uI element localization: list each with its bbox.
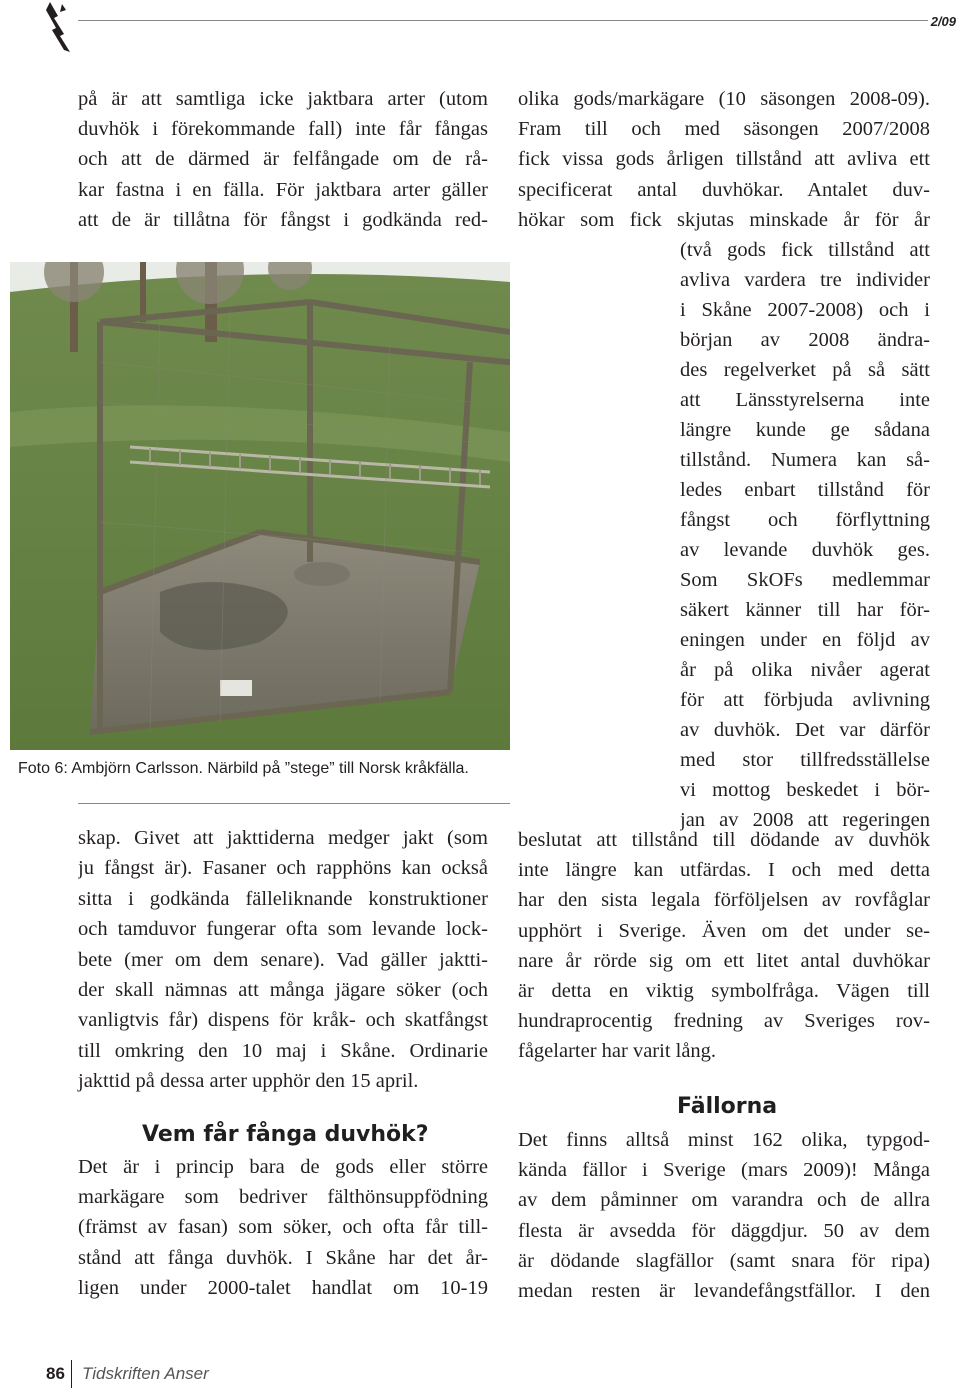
text-line: upphört i Sverige. Även om det under se- — [518, 919, 930, 942]
text-line: kar fastna i en fälla. För jaktbara arter gäller — [78, 178, 488, 201]
photo-caption: Foto 6: Ambjörn Carlsson. Närbild på ”stege” till Norsk kråkfälla. — [18, 760, 469, 777]
section-heading-vem-far-fanga: Vem får fånga duvhök? — [142, 1122, 429, 1147]
footer-divider — [71, 1360, 72, 1388]
text-line: (två gods fick tillstånd att — [680, 239, 930, 261]
text-line: eningen under en följd av — [680, 629, 930, 651]
text-line: sitta i godkända fälleliknande konstruktioner — [78, 887, 488, 910]
text-line: Fram till och med säsongen 2007/2008 — [518, 118, 930, 141]
text-line: i Skåne 2007-2008) och i — [680, 299, 930, 321]
text-line: år på olika nivåer agerat — [680, 659, 930, 681]
text-line: duvhök i förekommande fall) inte får fångas — [78, 118, 488, 141]
text-line: olika gods/markägare (10 säsongen 2008-09). — [518, 88, 930, 110]
text-line: att Länsstyrelserna inte — [680, 389, 930, 411]
text-line: markägare som bedriver fälthönsuppfödning — [78, 1186, 488, 1209]
text-line: att de är tillåtna för fångst i godkända red- — [78, 208, 488, 231]
text-line: är dödande slagfällor (samt snara för ripa) — [518, 1249, 930, 1272]
text-line: ledes enbart tillstånd för — [680, 479, 930, 501]
text-line: på är att samtliga icke jaktbara arter (utom — [78, 88, 488, 110]
text-line: av levande duvhök ges. — [680, 539, 930, 561]
text-line: säkert känner till har för- — [680, 599, 930, 621]
magazine-name: Tidskriften Anser — [82, 1364, 209, 1383]
caption-rule — [78, 803, 510, 804]
text-line: för att förbjuda avlivning — [680, 689, 930, 711]
text-line: av dem påminner om varandra och de allra — [518, 1189, 930, 1212]
text-line: avliva vardera tre individer — [680, 269, 930, 291]
text-line: hundraprocentig fredning av Sveriges rov- — [518, 1010, 930, 1033]
journal-logo — [40, 0, 76, 56]
text-line: ligen under 2000-talet handlat om 10-19 — [78, 1276, 488, 1299]
text-line: hökar som fick skjutas minskade år för år — [518, 208, 930, 231]
text-line: flesta är avsedda för däggdjur. 50 av dem — [518, 1219, 930, 1242]
text-line: stånd att fånga duvhök. I Skåne har det år- — [78, 1246, 488, 1269]
text-line: des regelverket på så sätt — [680, 359, 930, 381]
text-line: fick vissa gods årligen tillstånd att avliva ett — [518, 148, 930, 171]
text-line: beslutat att tillstånd till dödande av duvhök — [518, 829, 930, 851]
text-line: med stor tillfredsställelse — [680, 749, 930, 771]
text-line: Det finns alltså minst 162 olika, typgod- — [518, 1129, 930, 1151]
text-line: jan av 2008 att regeringen — [680, 809, 930, 831]
text-line: vi mottog beskedet i bör- — [680, 779, 930, 801]
text-line: och tamduvor fungerar ofta som levande lock- — [78, 918, 488, 941]
text-line: och att de därmed är felfångade om de rå- — [78, 148, 488, 171]
text-line: inte längre kan utfärdas. I och med detta — [518, 859, 930, 882]
text-line: medan resten är levandefångstfällor. I den — [518, 1280, 930, 1302]
text-line: längre kunde ge sådana — [680, 419, 930, 441]
text-line: ju fångst är). Fasaner och rapphöns kan också — [78, 857, 488, 880]
header-rule — [78, 20, 928, 21]
text-line: specificerat antal duvhökar. Antalet duv- — [518, 178, 930, 201]
text-line: kända fällor i Sverige (mars 2009)! Många — [518, 1159, 930, 1182]
text-line: av duvhök. Det var därför — [680, 719, 930, 741]
text-line: är detta en viktig symbolfråga. Vägen till — [518, 980, 930, 1002]
text-line: fångst och förflyttning — [680, 509, 930, 531]
text-line: Det är i princip bara de gods eller större — [78, 1156, 488, 1178]
section-heading-fallorna: Fällorna — [677, 1094, 778, 1119]
text-line: skap. Givet att jakttiderna medger jakt (som — [78, 827, 488, 849]
text-line: nare år rörde sig om ett litet antal duvhökar — [518, 949, 930, 972]
issue-number: 2/09 — [930, 14, 956, 29]
text-line: till omkring den 10 maj i Skåne. Ordinarie — [78, 1039, 488, 1062]
text-line: (främst av fasan) som söker, och ofta får till- — [78, 1216, 488, 1239]
text-line: början av 2008 ändra- — [680, 329, 930, 351]
trap-photo — [10, 262, 510, 750]
text-line: jakttid på dessa arter upphör den 15 april. — [78, 1070, 419, 1093]
text-line: vanligtvis får) dispens för kråk- och skatfångst — [78, 1009, 488, 1032]
page-number: 86 — [46, 1364, 65, 1383]
text-line: fågelarter har varit lång. — [518, 1040, 717, 1063]
text-line: tillstånd. Numera kan så- — [680, 449, 930, 471]
text-line: der skall nämnas att många jägare söker (och — [78, 979, 488, 1001]
text-line: bete (mer om dem senare). Vad gäller jaktti- — [78, 948, 488, 971]
text-line: Som SkOFs medlemmar — [680, 569, 930, 591]
text-line: har den sista legala förföljelsen av rovfåglar — [518, 889, 930, 912]
